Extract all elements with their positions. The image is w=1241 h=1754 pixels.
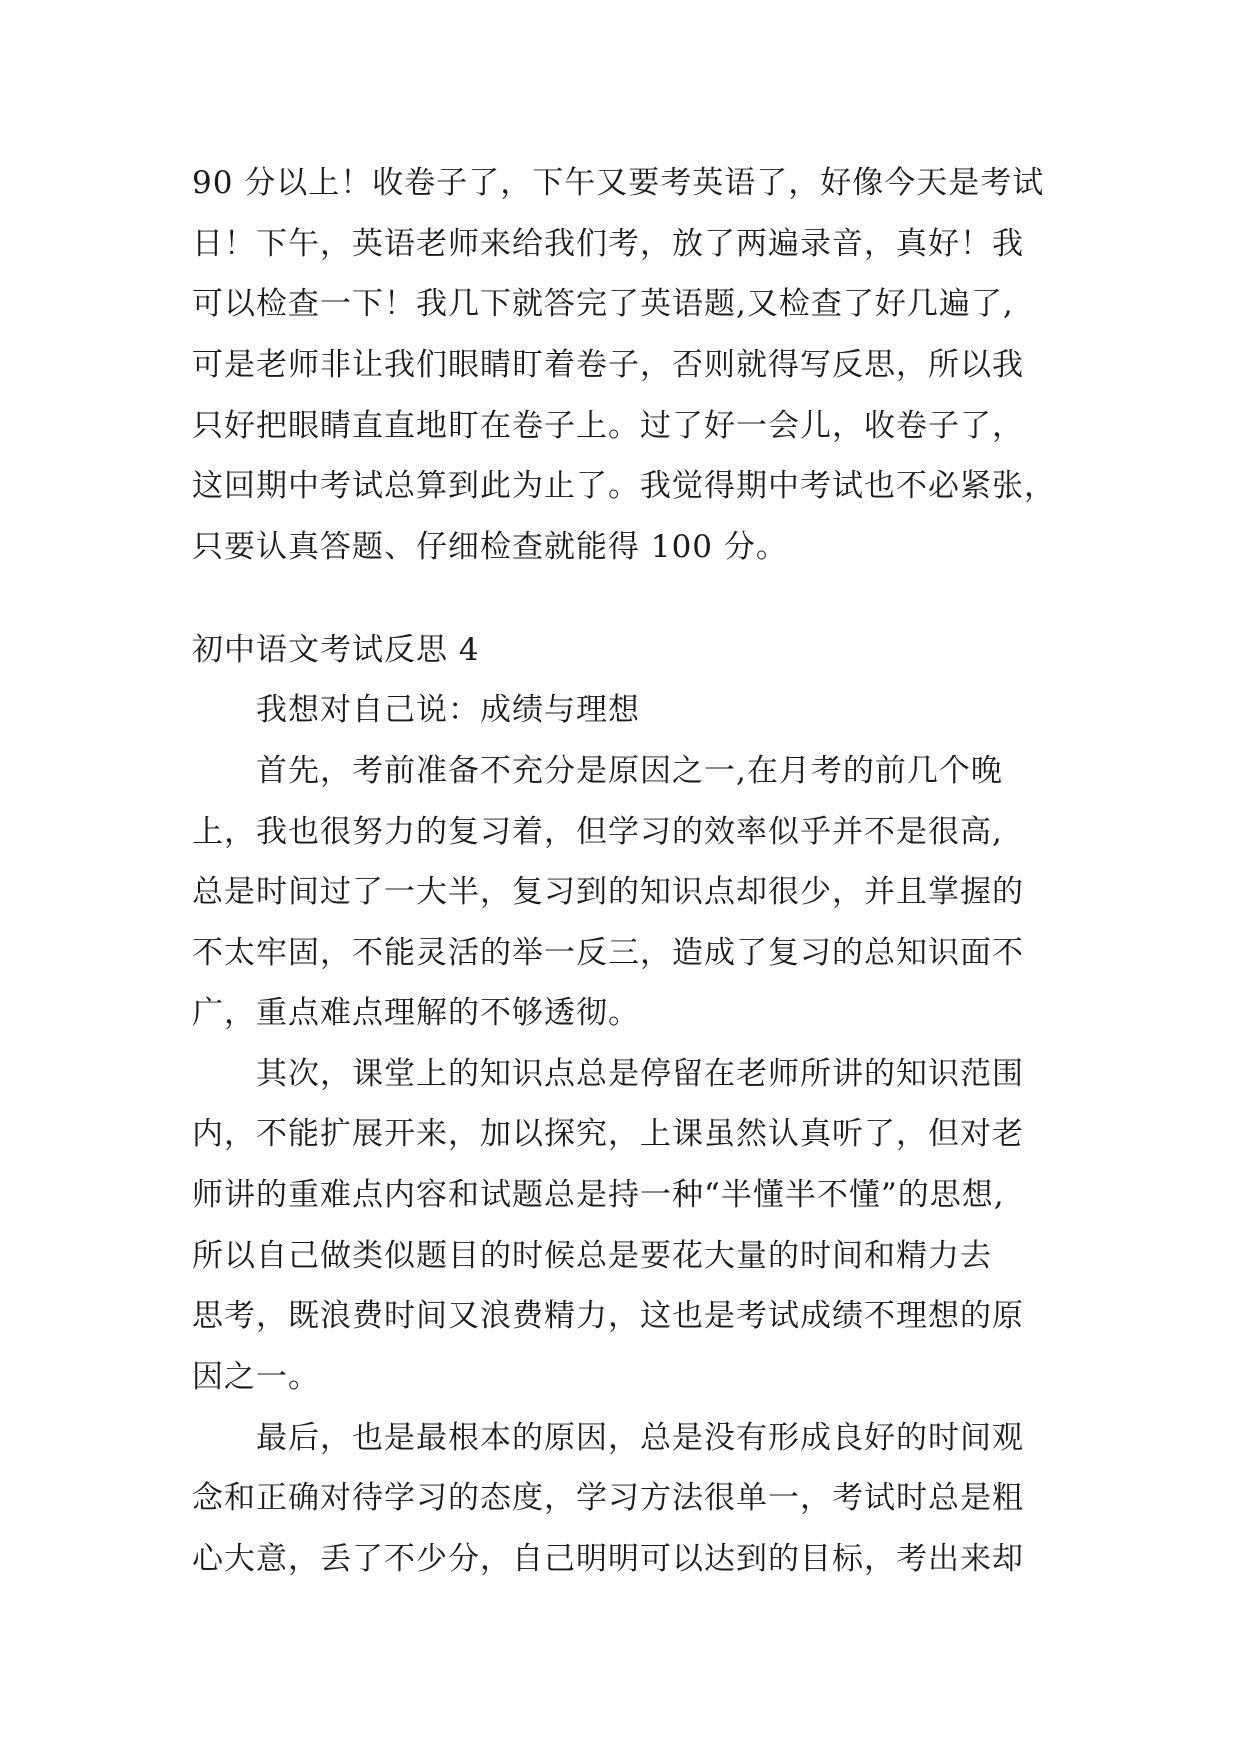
- text-line: 首先，考前准备不充分是原因之一,在月考的前几个晚: [256, 753, 1003, 789]
- text-line: 可是老师非让我们眼睛盯着卷子，否则就得写反思，所以我: [192, 347, 1024, 383]
- text-line: 只好把眼睛直直地盯在卷子上。过了好一会儿，收卷子了，: [192, 408, 1024, 444]
- text-line: 所以自己做类似题目的时候总是要花大量的时间和精力去: [192, 1238, 992, 1274]
- text-line: 只要认真答题、仔细检查就能得 100 分。: [192, 529, 788, 565]
- text-line: 师讲的重难点内容和试题总是持一种“半懂半不懂”的思想,: [192, 1177, 1005, 1213]
- text-line: 最后，也是最根本的原因，总是没有形成良好的时间观: [256, 1420, 1024, 1456]
- text-line: 90 分以上！收卷子了，下午又要考英语了，好像今天是考试: [192, 165, 1045, 201]
- text-line: 思考，既浪费时间又浪费精力，这也是考试成绩不理想的原: [192, 1298, 1024, 1334]
- text-line: 总是时间过了一大半，复习到的知识点却很少，并且掌握的: [192, 874, 1024, 910]
- text-line: 内，不能扩展开来，加以探究，上课虽然认真听了，但对老: [192, 1116, 1024, 1152]
- text-line: 日！下午，英语老师来给我们考，放了两遍录音，真好！我: [192, 226, 1024, 262]
- text-line: 不太牢固，不能灵活的举一反三，造成了复习的总知识面不: [192, 935, 1024, 971]
- text-line: 其次，课堂上的知识点总是停留在老师所讲的知识范围: [256, 1056, 1024, 1092]
- text-line: 广，重点难点理解的不够透彻。: [192, 995, 640, 1031]
- text-line: 心大意，丢了不少分，自己明明可以达到的目标，考出来却: [192, 1541, 1024, 1577]
- text-line: 上，我也很努力的复习着，但学习的效率似乎并不是很高,: [192, 814, 1003, 850]
- section-heading: 初中语文考试反思 4: [192, 632, 480, 668]
- text-line: 念和正确对待学习的态度，学习方法很单一，考试时总是粗: [192, 1480, 1024, 1516]
- text-line: 可以检查一下！我几下就答完了英语题,又检查了好几遍了,: [192, 286, 1014, 322]
- text-line: 这回期中考试总算到此为止了。我觉得期中考试也不必紧张，: [192, 468, 1056, 504]
- section-subtitle: 我想对自己说：成绩与理想: [256, 692, 640, 728]
- text-line: 因之一。: [192, 1359, 320, 1395]
